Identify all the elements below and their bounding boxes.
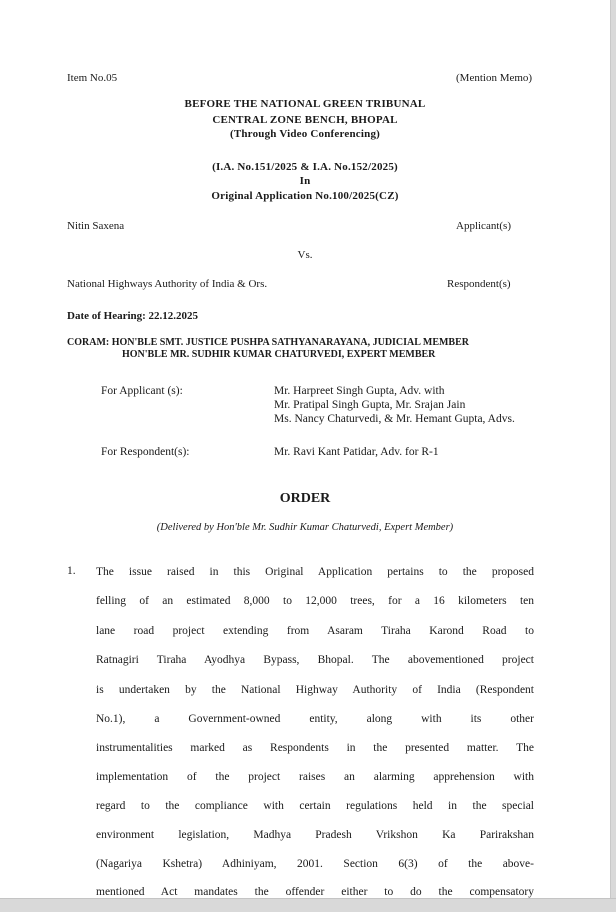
applicant-counsel-label: For Applicant (s): — [101, 385, 183, 397]
coram-line-1: CORAM: HON'BLE SMT. JUSTICE PUSHPA SATHYANARAYANA, JUDICIAL MEMBER — [67, 337, 469, 348]
paragraph-line: felling of an estimated 8,000 to 12,000 trees, for a 16 kilometers ten — [96, 595, 534, 607]
applicant-counsel-line: Mr. Harpreet Singh Gupta, Adv. with — [274, 385, 445, 397]
respondent-label: Respondent(s) — [447, 278, 511, 290]
paragraph-line: instrumentalities marked as Respondents in the presented matter. The — [96, 742, 534, 754]
versus: Vs. — [297, 249, 313, 261]
order-title: ORDER — [279, 491, 331, 506]
respondent-name: National Highways Authority of India & Ors. — [67, 278, 268, 290]
application-number: Original Application No.100/2025(CZ) — [211, 190, 399, 202]
paragraph-line: (Nagariya Kshetra) Adhiniyam, 2001. Section 6(3) of the above- — [96, 858, 534, 870]
respondent-counsel-label: For Respondent(s): — [101, 446, 190, 458]
paragraph-line: environment legislation, Madhya Pradesh Vrikshon Ka Parirakshan — [96, 829, 534, 841]
viewer-bottom-edge — [0, 898, 616, 912]
bench-name: CENTRAL ZONE BENCH, BHOPAL — [212, 114, 398, 126]
date-of-hearing: Date of Hearing: 22.12.2025 — [67, 310, 199, 322]
applicant-counsel-line: Ms. Nancy Chaturvedi, & Mr. Hemant Gupta, Advs. — [274, 413, 515, 425]
paragraph-line: regard to the compliance with certain regulations held in the special — [96, 800, 534, 812]
paragraph-number: 1. — [67, 565, 76, 577]
paragraph-line: The issue raised in this Original Application pertains to the proposed — [96, 566, 534, 578]
tribunal-title: BEFORE THE NATIONAL GREEN TRIBUNAL — [184, 98, 426, 110]
applicant-counsel-line: Mr. Pratipal Singh Gupta, Mr. Srajan Jain — [274, 399, 466, 411]
in-label: In — [299, 175, 311, 187]
hearing-mode: (Through Video Conferencing) — [229, 128, 381, 140]
applicant-name: Nitin Saxena — [67, 220, 125, 232]
mention-memo: (Mention Memo) — [456, 72, 533, 84]
paragraph-line: implementation of the project raises an alarming apprehension with — [96, 771, 534, 783]
ia-numbers: (I.A. No.151/2025 & I.A. No.152/2025) — [212, 161, 398, 173]
paragraph-line: No.1), a Government-owned entity, along with its other — [96, 713, 534, 725]
paragraph-line: is undertaken by the National Highway Authority of India (Respondent — [96, 684, 534, 696]
respondent-counsel-line: Mr. Ravi Kant Patidar, Adv. for R-1 — [274, 446, 439, 458]
item-number: Item No.05 — [67, 72, 118, 84]
applicant-label: Applicant(s) — [456, 220, 511, 232]
delivered-by: (Delivered by Hon'ble Mr. Sudhir Kumar Chaturvedi, Expert Member) — [156, 522, 454, 533]
paragraph-line: Ratnagiri Tiraha Ayodhya Bypass, Bhopal. The abovementioned project — [96, 654, 534, 666]
coram-line-2: HON'BLE MR. SUDHIR KUMAR CHATURVEDI, EXPERT MEMBER — [122, 349, 436, 360]
paragraph-line: lane road project extending from Asaram Tiraha Karond Road to — [96, 625, 534, 637]
paragraph-line: mentioned Act mandates the offender either to do the compensatory — [96, 886, 534, 898]
